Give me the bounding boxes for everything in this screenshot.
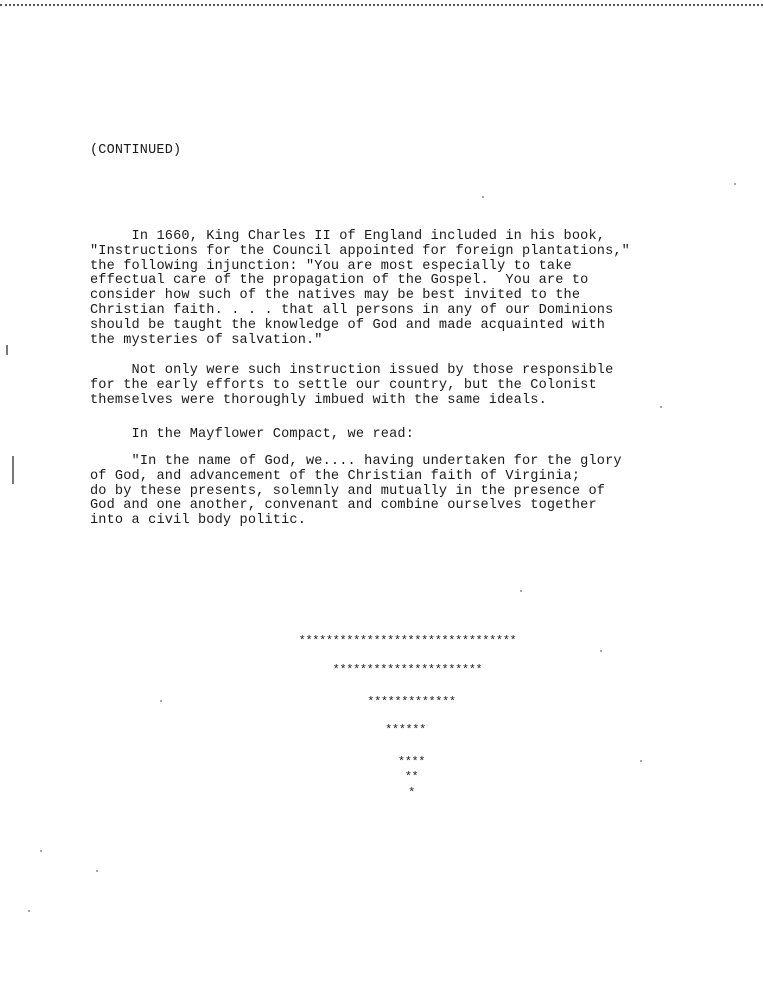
paragraph-line: "In the name of God, we.... having undertaken for the glory bbox=[90, 454, 622, 469]
ornament-row: ************* bbox=[367, 695, 456, 709]
scan-artifact bbox=[6, 345, 8, 355]
paragraph-line: the following injunction: "You are most especially to take bbox=[90, 258, 572, 274]
paragraph-line: themselves were thoroughly imbued with the same ideals. bbox=[90, 392, 547, 408]
scan-artifact bbox=[734, 183, 736, 185]
ornament-row: * bbox=[408, 786, 415, 800]
ornament-row: ********************** bbox=[332, 663, 483, 677]
section-heading: (CONTINUED) bbox=[90, 143, 182, 158]
paragraph-line: Christian faith. . . . that all persons in any of our Dominions bbox=[90, 302, 614, 318]
paragraph-line: God and one another, convenant and combine ourselves together bbox=[90, 498, 597, 514]
scan-artifact bbox=[28, 910, 30, 912]
paragraph-line: of God, and advancement of the Christian faith of Virginia; bbox=[90, 468, 581, 484]
paragraph-line: In the Mayflower Compact, we read: bbox=[90, 427, 414, 442]
scan-artifact bbox=[660, 406, 662, 408]
paragraph-line: do by these presents, solemnly and mutually in the presence of bbox=[90, 483, 606, 499]
paragraph-line: In 1660, King Charles II of England included in his book, bbox=[90, 229, 606, 244]
paragraph-line: for the early efforts to settle our country, but the Colonist bbox=[90, 377, 597, 393]
paragraph-line: effectual care of the propagation of the Gospel. You are to bbox=[90, 273, 589, 289]
paragraph-line: Not only were such instruction issued by those responsible bbox=[90, 363, 614, 378]
ornament-row: **** bbox=[397, 755, 426, 769]
paragraph-line: "Instructions for the Council appointed for foreign plantations," bbox=[90, 243, 630, 259]
paragraph-line: the mysteries of salvation." bbox=[90, 332, 323, 348]
scan-artifact bbox=[12, 456, 14, 484]
paragraph-charles-ii bbox=[90, 230, 630, 348]
scan-artifact bbox=[40, 850, 42, 852]
scan-artifact bbox=[520, 590, 522, 592]
paragraph-line: into a civil body politic. bbox=[90, 513, 306, 529]
scan-artifact bbox=[160, 700, 162, 702]
paragraph-mayflower-intro bbox=[90, 428, 414, 443]
scan-artifact bbox=[640, 760, 642, 762]
scan-artifact bbox=[482, 196, 484, 198]
scan-artifact bbox=[96, 870, 98, 872]
scan-artifact bbox=[600, 650, 602, 652]
ornament-row: ****** bbox=[385, 723, 426, 737]
paragraph-mayflower-quote bbox=[90, 455, 622, 529]
paragraph-line: should be taught the knowledge of God and made acquainted with bbox=[90, 317, 606, 333]
paragraph-line: consider how such of the natives may be best invited to the bbox=[90, 288, 581, 304]
ornament-row: ******************************** bbox=[298, 634, 517, 648]
ornament-row: ** bbox=[404, 770, 419, 784]
paragraph-colonists bbox=[90, 364, 613, 408]
